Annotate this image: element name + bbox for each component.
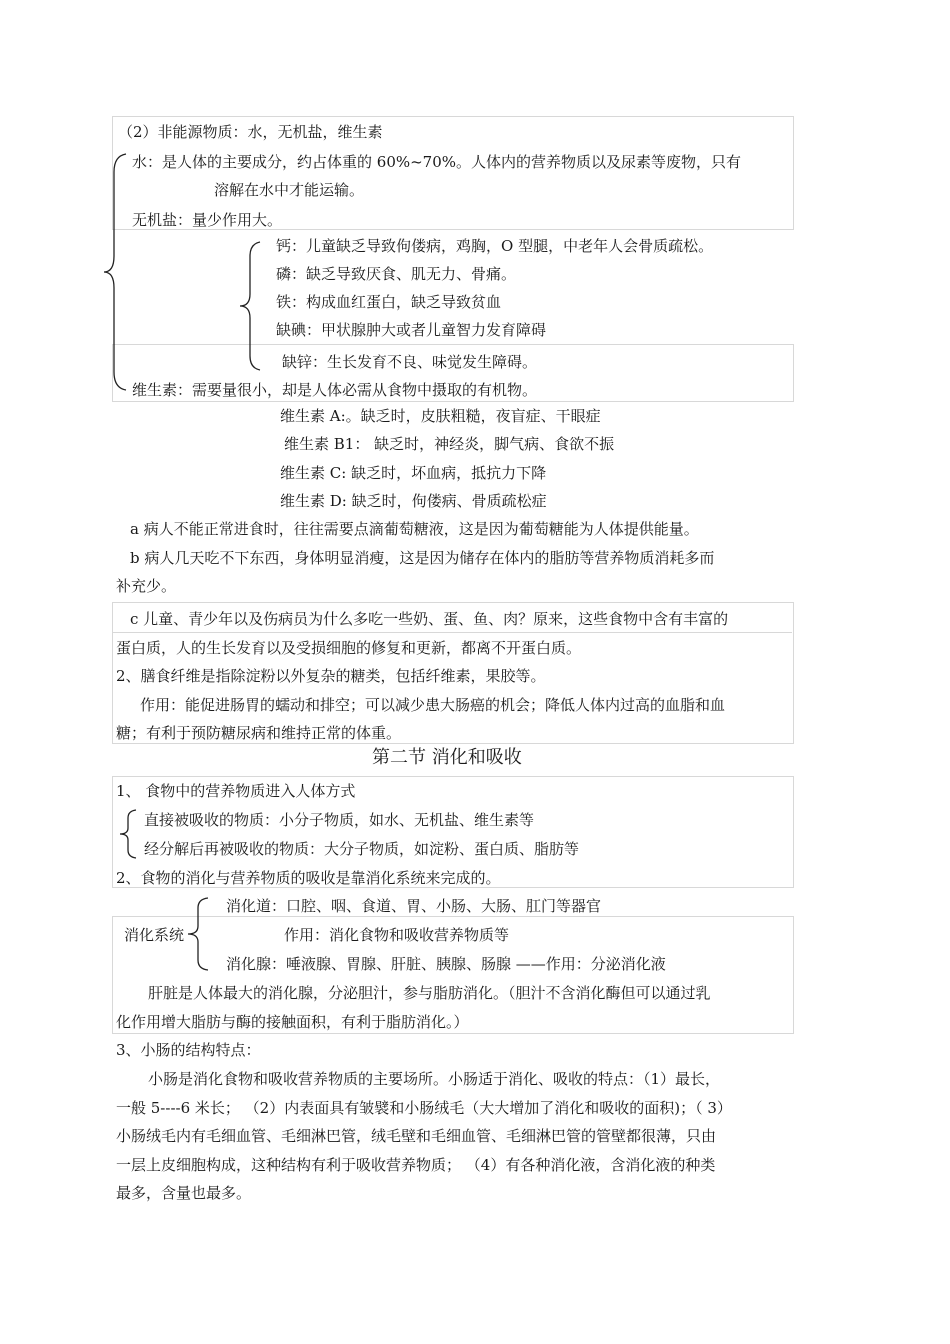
section-title: 第二节 消化和吸收 — [372, 747, 522, 768]
small-intestine-line-1: 小肠是消化食物和吸收营养物质的主要场所。小肠适于消化、吸收的特点：（1）最长， — [148, 1070, 721, 1088]
small-intestine-line-5: 最多，含量也最多。 — [116, 1184, 252, 1202]
example-a: a 病人不能正常进食时，往往需要点滴葡萄糖液，这是因为葡萄糖能为人体提供能量。 — [130, 520, 699, 538]
table-divider — [112, 632, 792, 633]
direct-absorption-line: 直接被吸收的物质：小分子物质，如水、无机盐、维生素等 — [144, 811, 535, 829]
tract-role-line: 作用：消化食物和吸收营养物质等 — [284, 926, 510, 944]
large-left-brace-icon — [100, 152, 130, 392]
calcium-line: 钙：儿童缺乏导致佝偻病，鸡胸，O 型腿，中老年人会骨质疏松。 — [276, 237, 714, 255]
water-line-2: 溶解在水中才能运输。 — [214, 181, 365, 199]
example-c-line-1: c 儿童、青少年以及伤病员为什么多吃一些奶、蛋、鱼、肉？原来，这些食物中含有丰富的 — [130, 610, 729, 628]
example-b-line-2: 补充少。 — [116, 577, 177, 595]
water-line-1: 水：是人体的主要成分，约占体重的 60%~70%。人体内的营养物质以及尿素等废物，只有 — [132, 153, 742, 171]
non-energy-heading: （2）非能源物质：水，无机盐，维生素 — [118, 123, 383, 141]
fiber-role-line-2: 糖；有利于预防糖尿病和维持正常的体重。 — [116, 724, 402, 742]
phosphorus-line: 磷：缺乏导致厌食、肌无力、骨痛。 — [276, 265, 517, 283]
question-2: 2、食物的消化与营养物质的吸收是靠消化系统来完成的。 — [116, 869, 501, 887]
question-3: 3、小肠的结构特点： — [116, 1041, 261, 1059]
fiber-definition: 2、膳食纤维是指除淀粉以外复杂的糖类，包括纤维素，果胶等。 — [116, 667, 546, 685]
small-intestine-line-3: 小肠绒毛内有毛细血管、毛细淋巴管，绒毛壁和毛细血管、毛细淋巴管的管壁都很薄，只由 — [116, 1127, 717, 1145]
minerals-line: 无机盐：量少作用大。 — [132, 211, 283, 229]
vitamins-line: 维生素：需要量很小，却是人体必需从食物中摄取的有机物。 — [132, 381, 538, 399]
digestive-left-brace-icon — [184, 896, 212, 972]
vitamin-a-line: 维生素 A:。缺乏时，皮肤粗糙，夜盲症、干眼症 — [280, 407, 601, 425]
mineral-left-brace-icon — [236, 240, 264, 372]
digestive-tract-line: 消化道：口腔、咽、食道、胃、小肠、大肠、肛门等器官 — [226, 897, 602, 915]
small-intestine-line-4: 一层上皮细胞构成，这种结构有利于吸收营养物质； （4）有各种消化液，含消化液的种类 — [116, 1156, 716, 1174]
iron-line: 铁：构成血红蛋白，缺乏导致贫血 — [276, 293, 502, 311]
liver-line-1: 肝脏是人体最大的消化腺，分泌胆汁，参与脂肪消化。（胆汁不含消化酶但可以通过乳 — [148, 984, 711, 1002]
vitamin-d-line: 维生素 D: 缺乏时，佝偻病、骨质疏松症 — [280, 492, 547, 510]
small-intestine-line-2: 一般 5----6 米长； （2）内表面具有皱襞和小肠绒毛（大大增加了消化和吸收的面积)；（ 3） — [116, 1099, 732, 1117]
digestive-glands-line: 消化腺：唾液腺、胃腺、肝脏、胰腺、肠腺 ——作用：分泌消化液 — [226, 955, 666, 973]
iodine-line: 缺碘：甲状腺肿大或者儿童智力发育障碍 — [276, 321, 547, 339]
example-c-line-2: 蛋白质，人的生长发育以及受损细胞的修复和更新，都离不开蛋白质。 — [116, 639, 582, 657]
zinc-line: 缺锌：生长发育不良、味觉发生障碍。 — [282, 353, 538, 371]
example-b-line-1: b 病人几天吃不下东西，身体明显消瘦，这是因为储存在体内的脂肪等营养物质消耗多而 — [130, 549, 715, 567]
vitamin-c-line: 维生素 C: 缺乏时，坏血病，抵抗力下降 — [280, 464, 547, 482]
vitamin-b1-line: 维生素 B1： 缺乏时，神经炎，脚气病、食欲不振 — [284, 435, 615, 453]
absorption-left-brace-icon — [116, 808, 140, 860]
fiber-role-line-1: 作用：能促进肠胃的蠕动和排空；可以减少患大肠癌的机会；降低人体内过高的血脂和血 — [140, 696, 726, 714]
liver-line-2: 化作用增大脂肪与酶的接触面积，有利于脂肪消化。） — [116, 1013, 469, 1031]
digestive-system-label: 消化系统 — [124, 926, 185, 944]
after-digestion-line: 经分解后再被吸收的物质：大分子物质，如淀粉、蛋白质、脂肪等 — [144, 840, 580, 858]
question-1: 1、 食物中的营养物质进入人体方式 — [116, 782, 356, 800]
